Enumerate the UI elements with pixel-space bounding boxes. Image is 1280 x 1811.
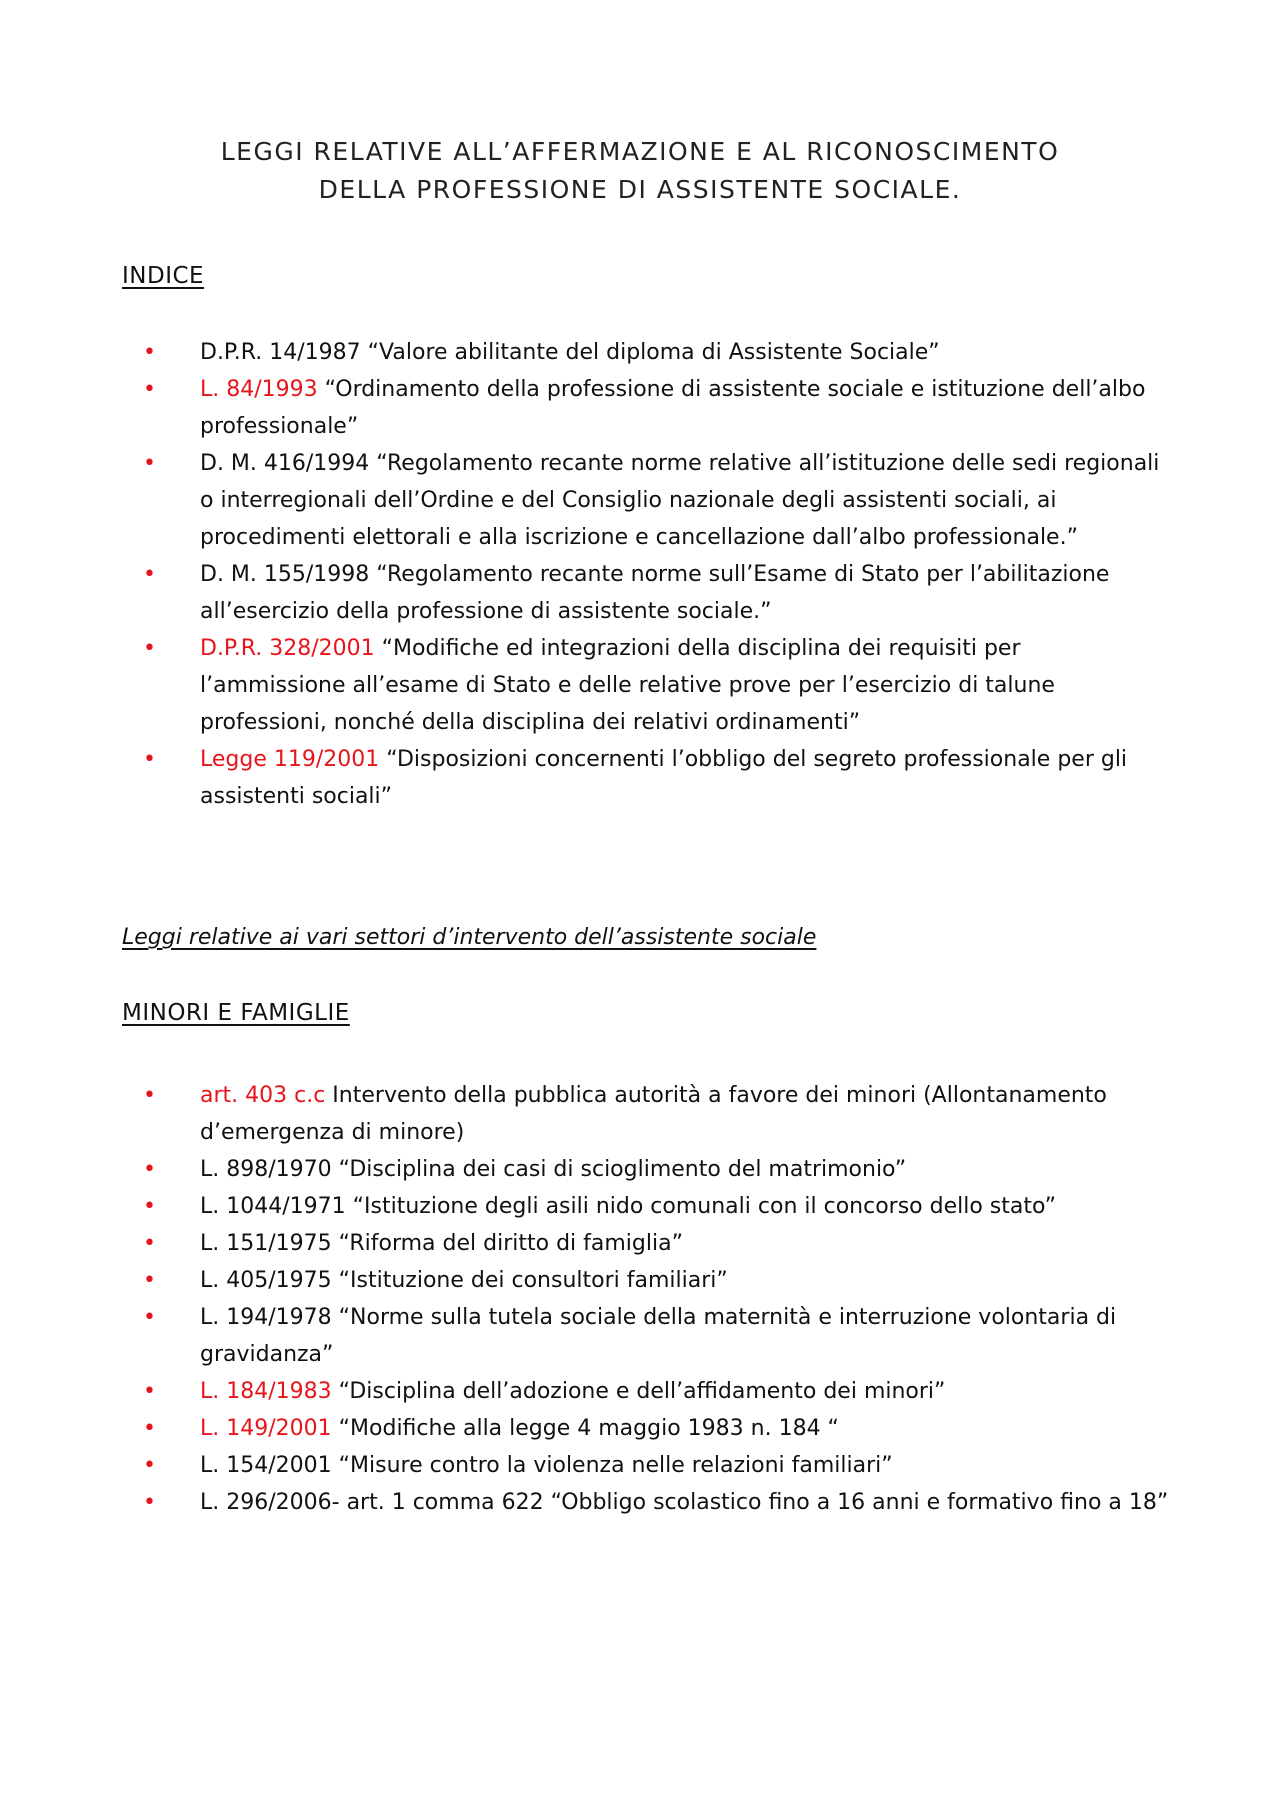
minori-item	[0, 1077, 1280, 1151]
law-reference: D. M. 416/1994	[200, 451, 370, 476]
minori-item	[0, 1151, 1280, 1188]
law-reference: L. 154/2001	[200, 1453, 332, 1478]
law-title: “Modifiche alla legge 4 maggio 1983 n. 184 “	[331, 1416, 839, 1441]
bullet-icon: •	[143, 1490, 156, 1515]
index-item	[0, 445, 1280, 556]
sectors-heading: Leggi relative ai vari settori d’intervento dell’assistente sociale	[122, 925, 817, 950]
bullet-icon: •	[143, 1416, 156, 1441]
bullet-icon: •	[143, 562, 156, 587]
bullet-icon: •	[143, 636, 156, 661]
law-title: “Riforma del diritto di famiglia”	[331, 1231, 683, 1256]
law-title: “Disposizioni concernenti l’obbligo del segreto professionale per gli assistenti sociali”	[200, 747, 1128, 809]
law-title: “Ordinamento della professione di assistente sociale e istituzione dell’albo professionale”	[200, 377, 1146, 439]
law-reference: D.P.R. 14/1987	[200, 340, 361, 365]
minori-item	[0, 1262, 1280, 1299]
index-heading: INDICE	[122, 263, 205, 289]
minori-item	[0, 1447, 1280, 1484]
bullet-icon: •	[143, 1157, 156, 1182]
law-reference: L. 898/1970	[200, 1157, 332, 1182]
minori-item	[0, 1225, 1280, 1262]
law-reference: L. 184/1983	[200, 1379, 332, 1404]
minori-item	[0, 1299, 1280, 1373]
law-reference: L. 84/1993	[200, 377, 318, 402]
index-item	[0, 556, 1280, 630]
bullet-icon: •	[143, 377, 156, 402]
law-reference: L. 296/2006	[200, 1490, 332, 1515]
minori-item	[0, 1373, 1280, 1410]
law-title: “Istituzione dei consultori familiari”	[331, 1268, 728, 1293]
law-reference: L. 405/1975	[200, 1268, 332, 1293]
law-reference: L. 149/2001	[200, 1416, 332, 1441]
index-item	[0, 371, 1280, 445]
bullet-icon: •	[143, 451, 156, 476]
bullet-icon: •	[143, 1379, 156, 1404]
bullet-icon: •	[143, 1305, 156, 1330]
law-title: “Istituzione degli asili nido comunali con il concorso dello stato”	[345, 1194, 1057, 1219]
title-line-2: DELLA PROFESSIONE DI ASSISTENTE SOCIALE.	[318, 175, 962, 204]
law-reference: D.P.R. 328/2001	[200, 636, 375, 661]
bullet-icon: •	[143, 1194, 156, 1219]
law-title: “Norme sulla tutela sociale della maternità e interruzione volontaria di gravidanza”	[200, 1305, 1117, 1367]
minori-item	[0, 1188, 1280, 1225]
law-title: Intervento della pubblica autorità a favore dei minori (Allontanamento d’emergenza di minore)	[200, 1083, 1107, 1145]
index-item	[0, 630, 1280, 741]
law-reference: L. 194/1978	[200, 1305, 332, 1330]
law-reference: Legge 119/2001	[200, 747, 380, 772]
law-reference: art. 403 c.c	[200, 1083, 326, 1108]
law-title: “Regolamento recante norme relative all’istituzione delle sedi regionali o interregionali dell’Ordine e del Consiglio nazionale degli assistenti sociali, ai procedimenti elettorali e alla iscrizione e cancellazione dall’albo professionale.”	[200, 451, 1160, 550]
minori-heading: MINORI E FAMIGLIE	[122, 1000, 350, 1026]
law-reference: L. 1044/1971	[200, 1194, 346, 1219]
bullet-icon: •	[143, 340, 156, 365]
bullet-icon: •	[143, 1268, 156, 1293]
law-title: “Misure contro la violenza nelle relazioni familiari”	[331, 1453, 893, 1478]
bullet-icon: •	[143, 1083, 156, 1108]
law-title: “Valore abilitante del diploma di Assistente Sociale”	[360, 340, 940, 365]
minori-list	[0, 1077, 1280, 1521]
law-reference: D. M. 155/1998	[200, 562, 370, 587]
minori-item	[0, 1484, 1280, 1521]
law-title: “Disciplina dell’adozione e dell’affidamento dei minori”	[331, 1379, 946, 1404]
minori-item	[0, 1410, 1280, 1447]
law-title: “Modifiche ed integrazioni della disciplina dei requisiti per l’ammissione all’esame di Stato e delle relative prove per l’esercizio di talune professioni, nonché della disciplina dei relativi ordinamenti”	[200, 636, 1055, 735]
index-item	[0, 741, 1280, 815]
law-title: - art. 1 comma 622 “Obbligo scolastico fino a 16 anni e formativo fino a 18”	[331, 1490, 1169, 1515]
title-line-1: LEGGI RELATIVE ALL’AFFERMAZIONE E AL RICONOSCIMENTO	[220, 137, 1060, 166]
law-title: “Disciplina dei casi di scioglimento del matrimonio”	[331, 1157, 907, 1182]
bullet-icon: •	[143, 1453, 156, 1478]
law-reference: L. 151/1975	[200, 1231, 332, 1256]
law-title: “Regolamento recante norme sull’Esame di Stato per l’abilitazione all’esercizio della professione di assistente sociale.”	[200, 562, 1110, 624]
index-item	[0, 334, 1280, 371]
index-list	[0, 334, 1280, 815]
page-title	[0, 133, 1280, 209]
bullet-icon: •	[143, 1231, 156, 1256]
bullet-icon: •	[143, 747, 156, 772]
